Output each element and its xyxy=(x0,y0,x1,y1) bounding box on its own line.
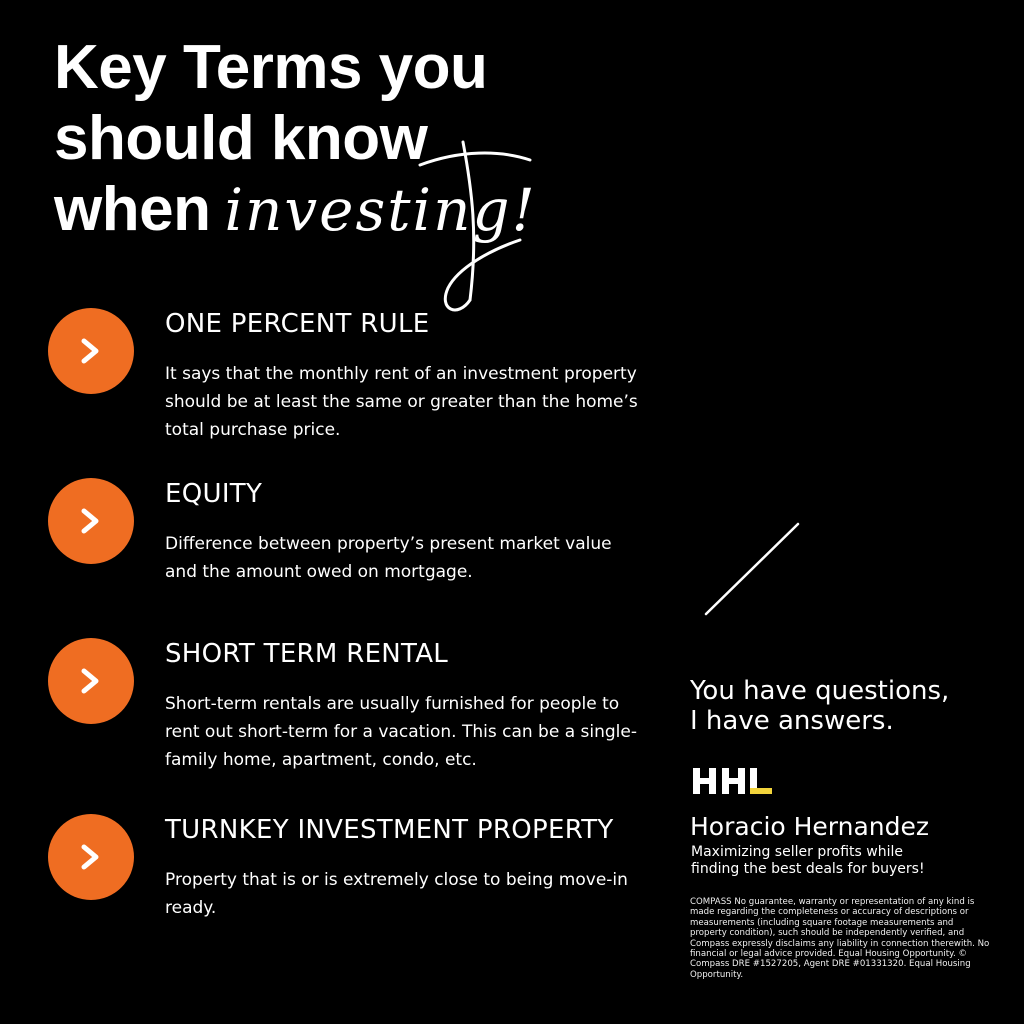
term-title: TURNKEY INVESTMENT PROPERTY xyxy=(165,815,614,845)
term-title: SHORT TERM RENTAL xyxy=(165,639,449,669)
contact-cta xyxy=(690,676,1000,736)
brand-logo xyxy=(691,764,781,798)
legal-disclaimer: COMPASS No guarantee, warranty or representation of any kind is made regarding the completeness or accuracy of descriptions or measurements (including square footage measurements and property condition), such should be independently verified, and Compass expressly disclaims any liability in connection therewith. No financial or legal advice provided. Equal Housing Opportunity. © Compass DRE #1527205, Agent DRE #01331320. Equal Housing Opportunity. xyxy=(690,897,990,980)
title-word-when: when xyxy=(54,175,211,244)
term-description: Difference between property’s present market value and the amount owed on mortgage. xyxy=(165,534,612,582)
chevron-right-icon xyxy=(78,505,104,537)
title-line-2: should know xyxy=(54,104,428,173)
term-description: Short-term rentals are usually furnished for people to rent out short-term for a vacation. This can be a single-family home, apartment, condo, etc. xyxy=(165,694,637,770)
term-description: It says that the monthly rent of an investment property should be at least the same or greater than the home’s total purchase price. xyxy=(165,364,638,440)
cta-line-1: You have questions, xyxy=(690,676,950,706)
title-line-1: Key Terms you xyxy=(54,33,488,102)
term-description: Property that is or is extremely close to being move-in ready. xyxy=(165,870,628,918)
bullet-circle xyxy=(48,478,134,564)
diagonal-line-icon xyxy=(700,518,806,620)
cta-line-2: I have answers. xyxy=(690,706,894,736)
chevron-right-icon xyxy=(78,841,104,873)
page-title xyxy=(54,32,537,246)
agent-tagline xyxy=(691,844,951,878)
chevron-right-icon xyxy=(78,335,104,367)
agent-name: Horacio Hernandez xyxy=(690,812,930,841)
bullet-circle xyxy=(48,638,134,724)
chevron-right-icon xyxy=(78,665,104,697)
term-title: EQUITY xyxy=(165,479,263,509)
tagline-line-1: Maximizing seller profits while xyxy=(691,844,903,860)
term-title: ONE PERCENT RULE xyxy=(165,309,430,339)
bullet-circle xyxy=(48,308,134,394)
title-line-3 xyxy=(54,174,537,246)
tagline-line-2: finding the best deals for buyers! xyxy=(691,861,925,877)
bullet-circle xyxy=(48,814,134,900)
title-script-word: investing! xyxy=(224,176,537,244)
